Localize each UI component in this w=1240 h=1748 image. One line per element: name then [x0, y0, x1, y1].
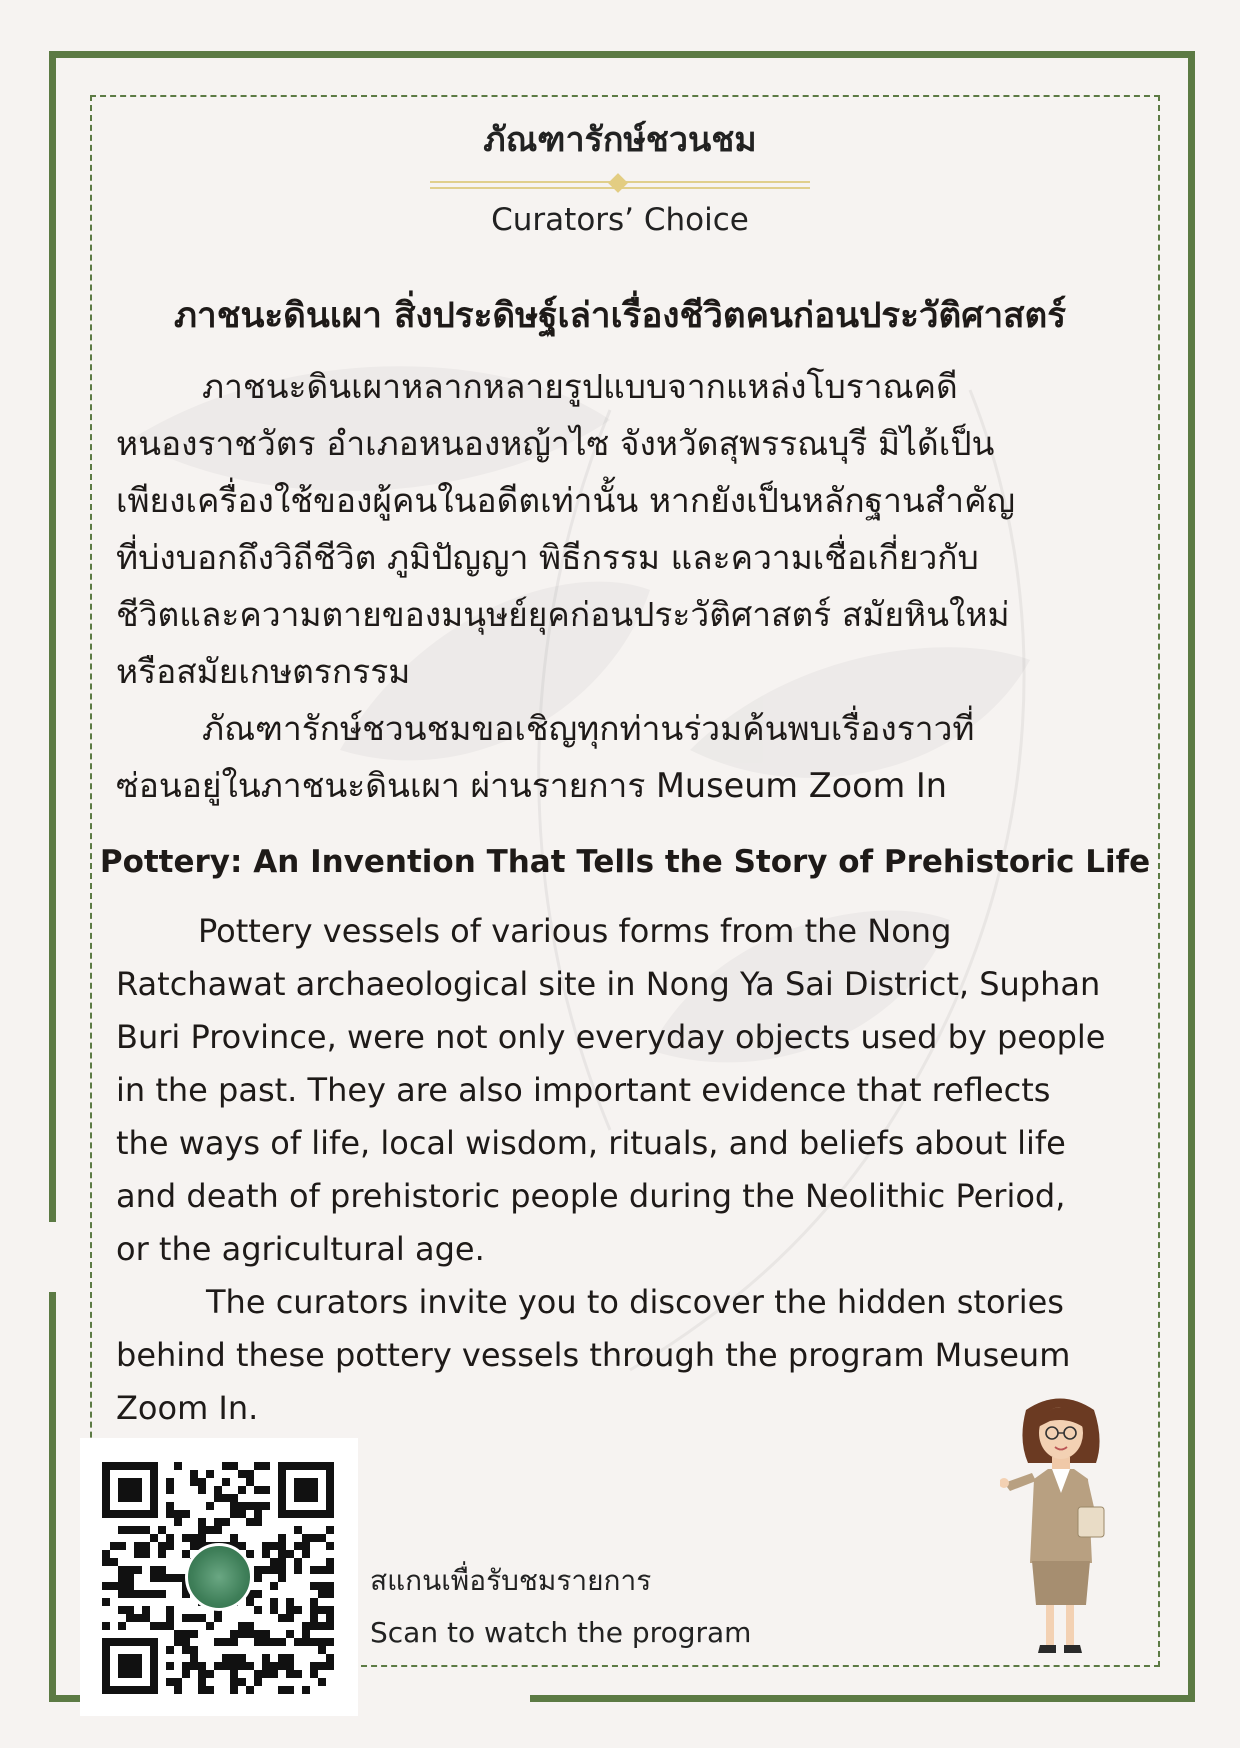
english-line: Ratchawat archaeological site in Nong Ya Sai District, Suphan — [116, 965, 1101, 1003]
thai-line: หนองราชวัตร อำเภอหนองหญ้าไซ จังหวัดสุพรรณบุรี มิได้เป็น — [116, 424, 995, 463]
thai-line: หรือสมัยเกษตรกรรม — [116, 652, 411, 691]
diamond-icon — [608, 173, 628, 193]
presenter-woman-illustration — [1000, 1395, 1135, 1660]
thai-line: ชีวิตและความตายของมนุษย์ยุคก่อนประวัติศาสตร์ สมัยหินใหม่ — [116, 595, 1010, 634]
scan-text-thai: สแกนเพื่อรับชมรายการ — [370, 1564, 652, 1597]
english-title: Pottery: An Invention That Tells the Story of Prehistoric Life — [99, 844, 1151, 880]
english-line: Buri Province, were not only everyday objects used by people — [116, 1018, 1106, 1056]
thai-line: ที่บ่งบอกถึงวิถีชีวิต ภูมิปัญญา พิธีกรรม และความเชื่อเกี่ยวกับ — [116, 538, 979, 577]
english-body — [116, 905, 1146, 1435]
qr-code[interactable] — [80, 1438, 358, 1716]
curators-choice-english: Curators’ Choice — [491, 202, 749, 238]
thai-line: ภัณฑารักษ์ชวนชมขอเชิญทุกท่านร่วมค้นพบเรื่องราวที่ — [202, 709, 975, 748]
english-line: behind these pottery vessels through the program Museum — [116, 1336, 1071, 1374]
english-line: Pottery vessels of various forms from the Nong — [198, 912, 952, 950]
thai-title: ภาชนะดินเผา สิ่งประดิษฐ์เล่าเรื่องชีวิตคนก่อนประวัติศาสตร์ — [173, 296, 1067, 336]
thai-line: เพียงเครื่องใช้ของผู้คนในอดีตเท่านั้น หากยังเป็นหลักฐานสำคัญ — [116, 481, 1016, 520]
curators-choice-thai: ภัณฑารักษ์ชวนชม — [483, 120, 757, 160]
frame-gap — [350, 1694, 530, 1708]
english-line: or the agricultural age. — [116, 1230, 485, 1268]
scan-text-english: Scan to watch the program — [370, 1616, 752, 1649]
thai-line: ภาชนะดินเผาหลากหลายรูปแบบจากแหล่งโบราณคดี — [202, 367, 958, 406]
thai-body — [116, 358, 1136, 814]
scan-instructions — [370, 1555, 751, 1659]
thai-line: ซ่อนอยู่ในภาชนะดินเผา ผ่านรายการ Museum Zoom In — [116, 766, 948, 805]
english-line: the ways of life, local wisdom, rituals, and beliefs about life — [116, 1124, 1066, 1162]
museum-logo-icon — [185, 1543, 253, 1611]
ornamental-divider — [430, 172, 810, 198]
english-line: The curators invite you to discover the hidden stories — [206, 1283, 1064, 1321]
english-line: in the past. They are also important evidence that reflects — [116, 1071, 1051, 1109]
english-line: Zoom In. — [116, 1389, 259, 1427]
header — [0, 112, 1240, 238]
frame-gap — [45, 1222, 61, 1292]
english-line: and death of prehistoric people during the Neolithic Period, — [116, 1177, 1066, 1215]
